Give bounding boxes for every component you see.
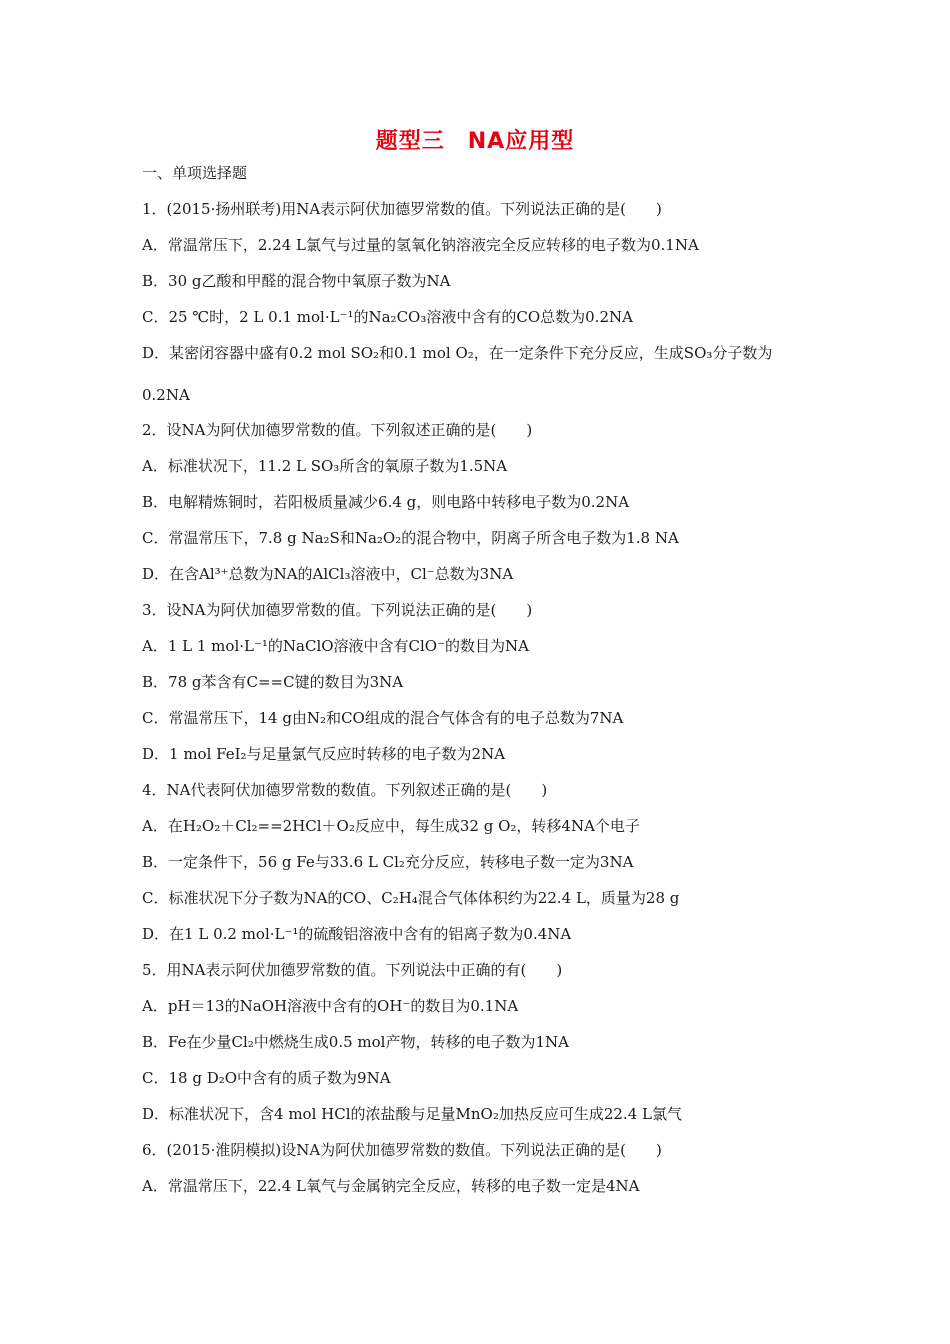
question-1-option-b: B．30 g乙酸和甲醛的混合物中氧原子数为NA [142, 272, 451, 290]
question-1-option-d: D．某密闭容器中盛有0.2 mol SO₂和0.1 mol O₂，在一定条件下充分反应，生成SO₃分子数为 [142, 344, 773, 362]
question-5-option-b: B．Fe在少量Cl₂中燃烧生成0.5 mol产物，转移的电子数为1NA [142, 1033, 569, 1051]
question-2-option-d: D．在含Al³⁺总数为NA的AlCl₃溶液中，Cl⁻总数为3NA [142, 565, 514, 583]
question-2-option-b: B．电解精炼铜时，若阳极质量减少6.4 g，则电路中转移电子数为0.2NA [142, 493, 630, 511]
question-5-option-a: A．pH＝13的NaOH溶液中含有的OH⁻的数目为0.1NA [142, 997, 519, 1015]
question-1-option-c: C．25 ℃时，2 L 0.1 mol·L⁻¹的Na₂CO₃溶液中含有的CO总数为0.2NA [142, 308, 633, 326]
question-5-option-c: C．18 g D₂O中含有的质子数为9NA [142, 1069, 391, 1087]
question-2-option-a: A．标准状况下，11.2 L SO₃所含的氧原子数为1.5NA [142, 457, 508, 475]
question-6-stem: 6．(2015·淮阴模拟)设NA为阿伏加德罗常数的数值。下列说法正确的是( ) [142, 1141, 662, 1159]
question-4-option-d: D．在1 L 0.2 mol·L⁻¹的硫酸铝溶液中含有的铝离子数为0.4NA [142, 925, 572, 943]
question-5-stem: 5．用NA表示阿伏加德罗常数的值。下列说法中正确的有( ) [142, 961, 563, 979]
question-4-option-c: C．标准状况下分子数为NA的CO、C₂H₄混合气体体积约为22.4 L，质量为28 g [142, 889, 680, 907]
question-4-option-a: A．在H₂O₂＋Cl₂==2HCl＋O₂反应中，每生成32 g O₂，转移4NA个电子 [142, 817, 640, 835]
question-4-stem: 4．NA代表阿伏加德罗常数的数值。下列叙述正确的是( ) [142, 781, 548, 799]
question-3-option-b: B．78 g苯含有C==C键的数目为3NA [142, 673, 404, 691]
question-1-stem: 1．(2015·扬州联考)用NA表示阿伏加德罗常数的值。下列说法正确的是( ) [142, 200, 662, 218]
question-4-option-b: B．一定条件下，56 g Fe与33.6 L Cl₂充分反应，转移电子数一定为3NA [142, 853, 634, 871]
question-6-option-a: A．常温常压下，22.4 L氧气与金属钠完全反应，转移的电子数一定是4NA [142, 1177, 640, 1195]
question-1-option-d-cont: 0.2NA [142, 386, 190, 404]
question-1-option-a: A．常温常压下，2.24 L氯气与过量的氢氧化钠溶液完全反应转移的电子数为0.1NA [142, 236, 699, 254]
page-title: 题型三 NA应用型 [375, 129, 575, 154]
question-3-option-d: D．1 mol FeI₂与足量氯气反应时转移的电子数为2NA [142, 745, 506, 763]
question-5-option-d: D．标准状况下，含4 mol HCl的浓盐酸与足量MnO₂加热反应可生成22.4 L氯气 [142, 1105, 682, 1123]
question-3-stem: 3．设NA为阿伏加德罗常数的值。下列说法正确的是( ) [142, 601, 533, 619]
section-heading: 一、单项选择题 [142, 164, 248, 182]
question-3-option-c: C．常温常压下，14 g由N₂和CO组成的混合气体含有的电子总数为7NA [142, 709, 624, 727]
question-3-option-a: A．1 L 1 mol·L⁻¹的NaClO溶液中含有ClO⁻的数目为NA [142, 637, 529, 655]
question-2-option-c: C．常温常压下，7.8 g Na₂S和Na₂O₂的混合物中，阴离子所含电子数为1.8 NA [142, 529, 679, 547]
question-2-stem: 2．设NA为阿伏加德罗常数的值。下列叙述正确的是( ) [142, 421, 533, 439]
